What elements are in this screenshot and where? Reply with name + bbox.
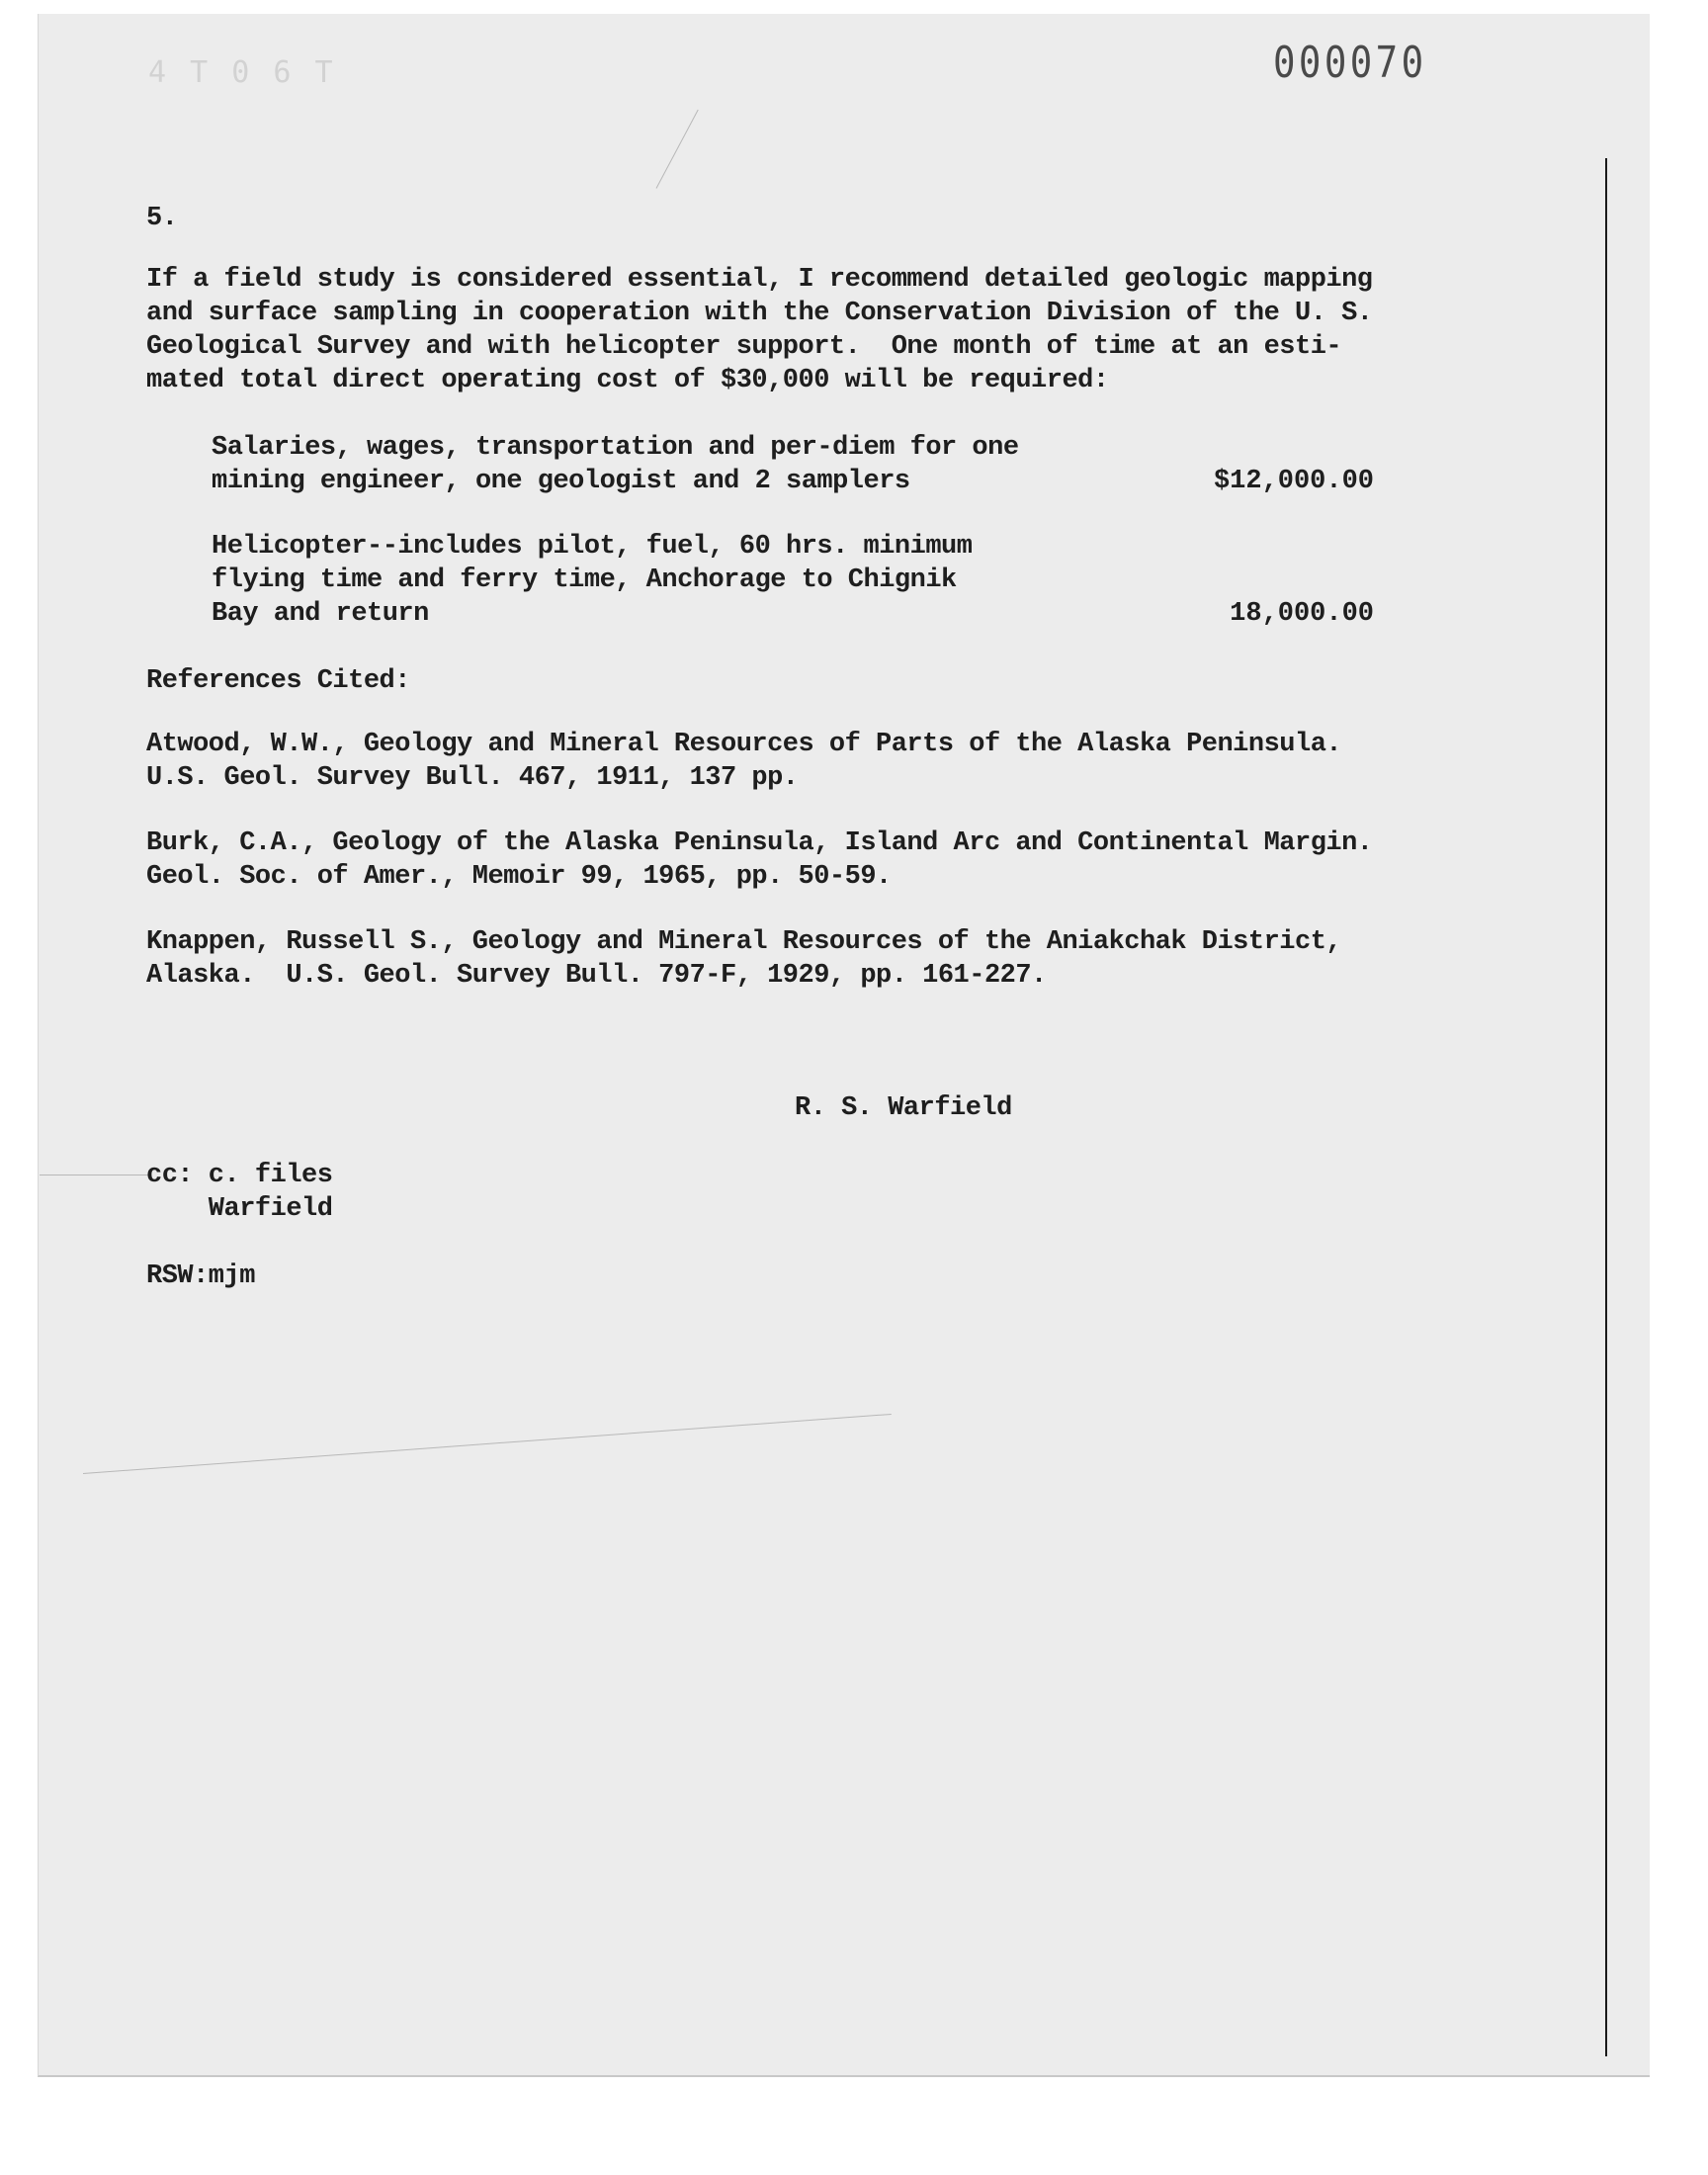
cost-item-amount: 18,000.00 [1230,599,1374,629]
cost-item-line: Salaries, wages, transportation and per-diem for one [212,433,1019,463]
reference-line: Knappen, Russell S., Geology and Mineral Resources of the Aniakchak District, [146,927,1342,957]
cost-item-line: Helicopter--includes pilot, fuel, 60 hrs. minimum [212,532,973,562]
reference-line: U.S. Geol. Survey Bull. 467, 1911, 137 pp. [146,763,799,793]
paragraph-line: Geological Survey and with helicopter support. One month of time at an esti- [146,332,1342,362]
cost-item-line: flying time and ferry time, Anchorage to Chignik [212,566,957,595]
paragraph-line: mated total direct operating cost of $30,000 will be required: [146,366,1109,395]
references-heading: References Cited: [146,666,410,696]
scan-mark [40,1174,148,1175]
cost-item-line: mining engineer, one geologist and 2 samplers [212,467,910,496]
reference-line: Burk, C.A., Geology of the Alaska Peninsula, Island Arc and Continental Margin. [146,828,1373,858]
bleed-through-number: 4 T 0 6 T [148,55,336,90]
cost-item-amount: $12,000.00 [1213,467,1374,496]
signature: R. S. Warfield [795,1093,1012,1123]
reference-line: Geol. Soc. of Amer., Memoir 99, 1965, pp. 50-59. [146,862,892,892]
cost-item-line: Bay and return [212,599,429,629]
cc-line: Warfield [146,1194,333,1224]
document-stamp-number: 000070 [1273,38,1427,88]
cc-line: cc: c. files [146,1161,333,1190]
margin-rule [1605,158,1607,2056]
paragraph-line: and surface sampling in cooperation with the Conservation Division of the U. S. [146,299,1373,328]
typist-initials: RSW:mjm [146,1262,255,1291]
paragraph-line: If a field study is considered essential, I recommend detailed geologic mapping [146,265,1373,295]
reference-line: Alaska. U.S. Geol. Survey Bull. 797-F, 1929, pp. 161-227. [146,961,1047,991]
page-number: 5. [146,204,178,233]
reference-line: Atwood, W.W., Geology and Mineral Resources of Parts of the Alaska Peninsula. [146,730,1342,759]
